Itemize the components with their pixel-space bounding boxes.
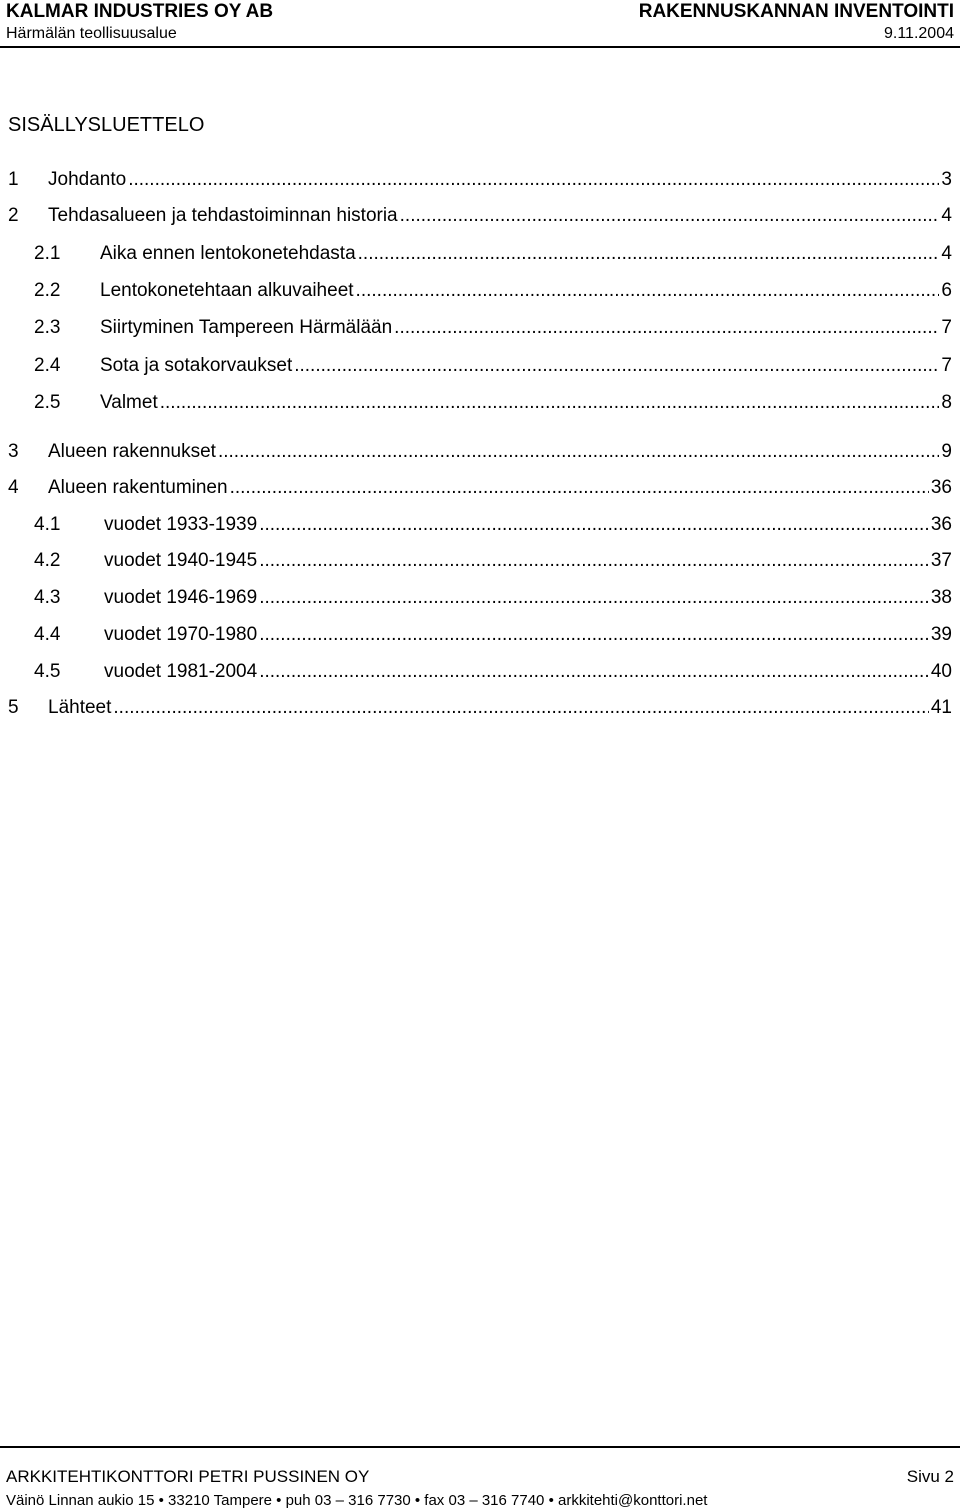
toc-leader-dots <box>259 511 929 539</box>
toc-entry[interactable] <box>8 240 952 268</box>
toc-entry-number: 2.1 <box>34 243 61 264</box>
toc-leader-dots <box>259 621 929 649</box>
toc-entry-page: 36 <box>930 477 952 498</box>
toc-entry[interactable] <box>8 314 952 342</box>
toc-leader-dots <box>218 438 939 466</box>
toc-entry-number: 5 <box>8 697 19 718</box>
toc-entry[interactable] <box>8 511 952 539</box>
toc-leader-dots <box>160 389 940 417</box>
toc-entry-page: 8 <box>941 392 952 413</box>
toc-leader-dots <box>259 584 929 612</box>
toc-leader-dots <box>230 474 929 502</box>
toc-entry-label: Alueen rakentuminen <box>48 477 228 498</box>
toc-leader-dots <box>259 658 929 686</box>
toc-entry-number: 3 <box>8 441 19 462</box>
toc-entry-number: 2.5 <box>34 392 61 413</box>
toc-entry[interactable] <box>8 202 952 230</box>
site-name: Härmälän teollisuusalue <box>6 25 177 42</box>
toc-entry-label: Tehdasalueen ja tehdastoiminnan historia <box>48 205 398 226</box>
toc-entry-label: vuodet 1970-1980 <box>104 624 258 645</box>
toc-entry[interactable] <box>8 277 952 305</box>
toc-entry-label: Lähteet <box>48 697 112 718</box>
toc-entry-label: vuodet 1940-1945 <box>104 550 258 571</box>
toc-entry-label: Aika ennen lentokonetehdasta <box>100 243 356 264</box>
toc-entry-page: 40 <box>930 661 952 682</box>
toc-entry[interactable] <box>8 658 952 686</box>
toc-entry-label: Valmet <box>100 392 158 413</box>
contact-info: Väinö Linnan aukio 15 • 33210 Tampere • puh 03 – 316 7730 • fax 03 – 316 7740 • arkkitehti@konttori.net <box>6 1492 708 1509</box>
toc-entry-number: 4.3 <box>34 587 61 608</box>
toc-entry-page: 7 <box>941 355 952 376</box>
toc-entry[interactable] <box>8 694 952 722</box>
toc-entry-page: 6 <box>941 280 952 301</box>
toc-leader-dots <box>394 314 939 342</box>
toc-entry-page: 4 <box>941 205 952 226</box>
toc-entry-page: 41 <box>930 697 952 718</box>
toc-entry-label: Sota ja sotakorvaukset <box>100 355 293 376</box>
toc-entry-label: vuodet 1981-2004 <box>104 661 258 682</box>
toc-entry[interactable] <box>8 474 952 502</box>
toc-entry[interactable] <box>8 621 952 649</box>
toc-entry-page: 7 <box>941 317 952 338</box>
page-header <box>6 0 954 44</box>
toc-entry-page: 4 <box>941 243 952 264</box>
toc-leader-dots <box>356 277 940 305</box>
toc-entry[interactable] <box>8 166 952 194</box>
toc-entry-label: vuodet 1933-1939 <box>104 514 258 535</box>
toc-entry-page: 9 <box>941 441 952 462</box>
toc-entry-number: 4.1 <box>34 514 61 535</box>
toc-entry[interactable] <box>8 389 952 417</box>
toc-entry-label: Johdanto <box>48 169 127 190</box>
header-divider <box>0 46 960 48</box>
toc-leader-dots <box>259 547 929 575</box>
toc-leader-dots <box>294 352 939 380</box>
toc-entry[interactable] <box>8 584 952 612</box>
report-date: 9.11.2004 <box>884 25 954 42</box>
footer-divider <box>0 1446 960 1448</box>
toc-leader-dots <box>400 202 940 230</box>
toc-entry-number: 2.2 <box>34 280 61 301</box>
toc-entry-number: 4.5 <box>34 661 61 682</box>
toc-entry-page: 39 <box>930 624 952 645</box>
toc-entry[interactable] <box>8 352 952 380</box>
toc-title: SISÄLLYSLUETTELO <box>8 114 205 136</box>
page-number: Sivu 2 <box>906 1467 954 1486</box>
office-name: ARKKITEHTIKONTTORI PETRI PUSSINEN OY <box>6 1467 370 1486</box>
toc-entry-page: 3 <box>941 169 952 190</box>
toc-entry-number: 2.3 <box>34 317 61 338</box>
toc-leader-dots <box>128 166 939 194</box>
toc-entry-number: 2 <box>8 205 19 226</box>
company-name: KALMAR INDUSTRIES OY AB <box>6 1 274 22</box>
toc-entry-label: vuodet 1946-1969 <box>104 587 258 608</box>
toc-entry-number: 4 <box>8 477 19 498</box>
toc-entry[interactable] <box>8 438 952 466</box>
toc-entry-number: 4.4 <box>34 624 61 645</box>
toc-entry-number: 1 <box>8 169 19 190</box>
toc-leader-dots <box>113 694 928 722</box>
toc-entry[interactable] <box>8 547 952 575</box>
toc-entry-label: Alueen rakennukset <box>48 441 216 462</box>
toc-entry-number: 2.4 <box>34 355 61 376</box>
toc-entry-page: 37 <box>930 550 952 571</box>
toc-entry-page: 38 <box>930 587 952 608</box>
toc-entry-number: 4.2 <box>34 550 61 571</box>
toc-leader-dots <box>358 240 940 268</box>
toc-entry-label: Siirtyminen Tampereen Härmälään <box>100 317 393 338</box>
page-footer <box>6 1466 954 1488</box>
toc-entry-page: 36 <box>930 514 952 535</box>
toc-entry-label: Lentokonetehtaan alkuvaiheet <box>100 280 354 301</box>
report-title: RAKENNUSKANNAN INVENTOINTI <box>638 1 954 22</box>
